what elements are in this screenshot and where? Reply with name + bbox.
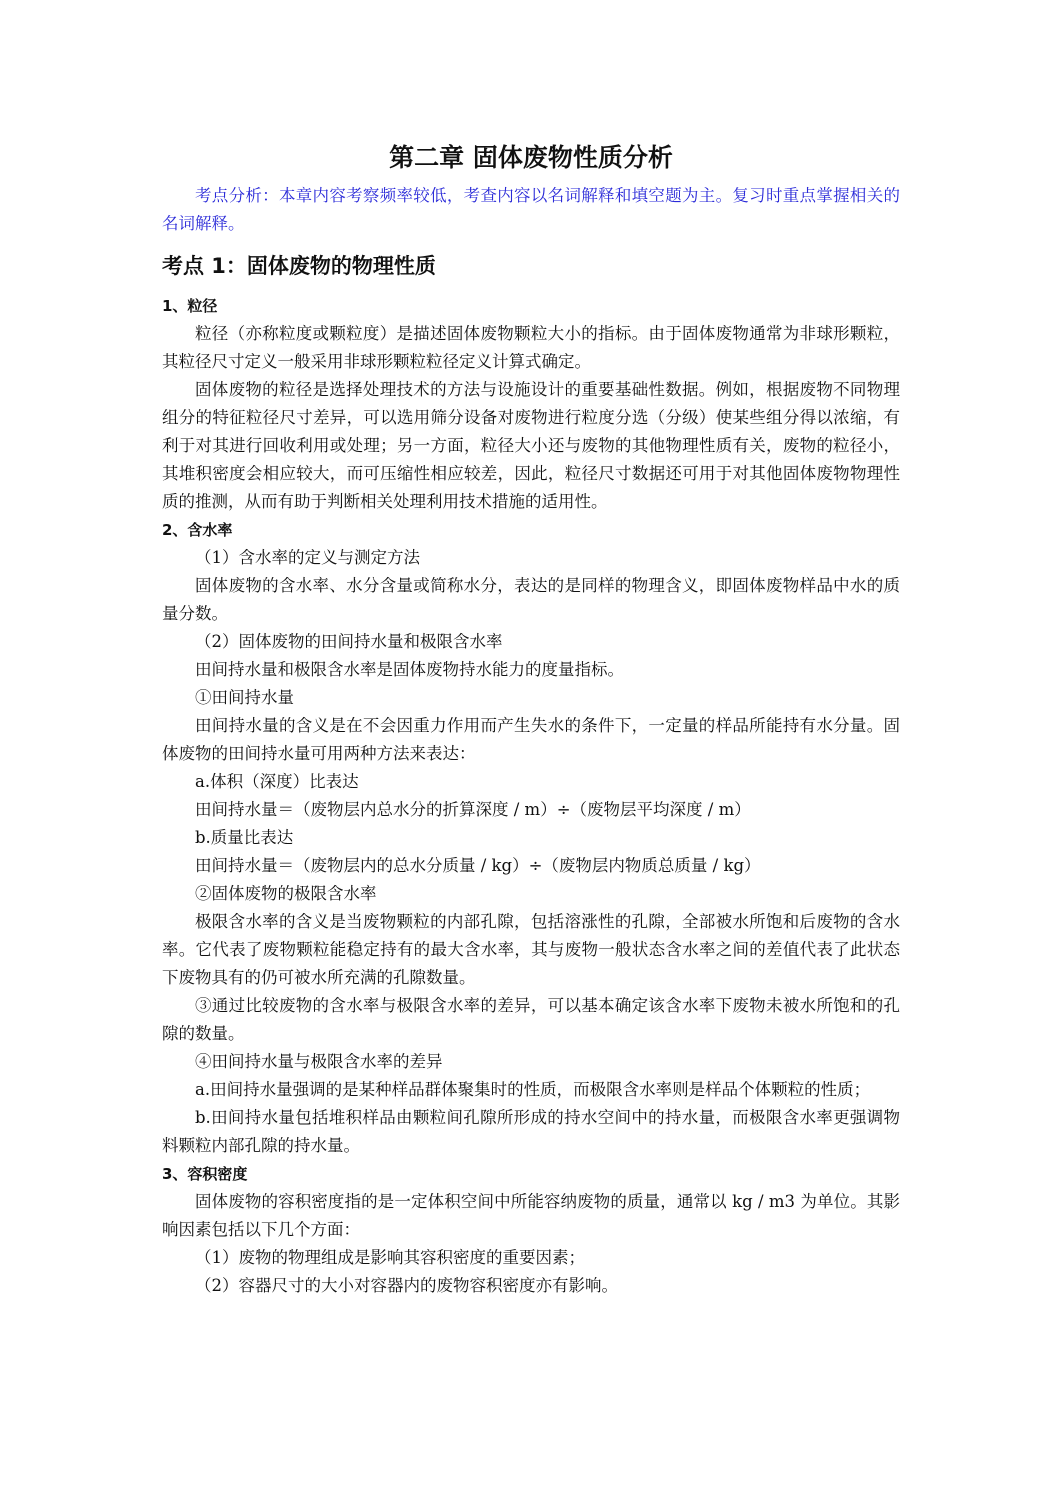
paragraph: 固体废物的粒径是选择处理技术的方法与设施设计的重要基础性数据。例如，根据废物不同物理组分的特征粒径尺寸差异，可以选用筛分设备对废物进行粒度分选（分级）使某些组分得以浓缩，有利于对其进行回收利用或处理；另一方面，粒径大小还与废物的其他物理性质有关，废物的粒径小，其堆积密度会相应较大，而可压缩性相应较差，因此，粒径尺寸数据还可用于对其他固体废物物理性质的推测，从而有助于判断相关处理利用技术措施的适用性。 bbox=[162, 380, 900, 511]
subsection-heading: 1、粒径 bbox=[162, 297, 218, 315]
paragraph: ③通过比较废物的含水率与极限含水率的差异，可以基本确定该含水率下废物未被水所饱和的孔隙的数量。 bbox=[162, 996, 900, 1043]
section-heading: 考点 1：固体废物的物理性质 bbox=[162, 254, 436, 278]
paragraph: （1）含水率的定义与测定方法 bbox=[195, 548, 420, 567]
paragraph: ④田间持水量与极限含水率的差异 bbox=[195, 1052, 443, 1071]
paragraph: a.田间持水量强调的是某种样品群体聚集时的性质，而极限含水率则是样品个体颗粒的性质； bbox=[195, 1080, 871, 1099]
document-body bbox=[162, 138, 900, 1300]
paragraph: ①田间持水量 bbox=[195, 688, 294, 707]
paragraph: 田间持水量的含义是在不会因重力作用而产生失水的条件下，一定量的样品所能持有水分量。固体废物的田间持水量可用两种方法来表达： bbox=[162, 716, 900, 763]
paragraph: 极限含水率的含义是当废物颗粒的内部孔隙，包括溶涨性的孔隙，全部被水所饱和后废物的含水率。它代表了废物颗粒能稳定持有的最大含水率，其与废物一般状态含水率之间的差值代表了此状态下废物具有的仍可被水所充满的孔隙数量。 bbox=[162, 912, 900, 987]
paragraph: ②固体废物的极限含水率 bbox=[195, 884, 377, 903]
paragraph: （2）固体废物的田间持水量和极限含水率 bbox=[195, 632, 503, 651]
subsection-heading: 3、容积密度 bbox=[162, 1165, 248, 1183]
paragraph: a.体积（深度）比表达 bbox=[195, 772, 359, 791]
paragraph: b.质量比表达 bbox=[195, 828, 294, 847]
paragraph: b.田间持水量包括堆积样品由颗粒间孔隙所形成的持水空间中的持水量，而极限含水率更强调物料颗粒内部孔隙的持水量。 bbox=[162, 1108, 900, 1155]
paragraph: 田间持水量＝（废物层内的总水分质量 / kg）÷（废物层内物质总质量 / kg） bbox=[195, 856, 761, 875]
paragraph: （1）废物的物理组成是影响其容积密度的重要因素； bbox=[195, 1248, 585, 1267]
paragraph: 固体废物的含水率、水分含量或简称水分，表达的是同样的物理含义，即固体废物样品中水的质量分数。 bbox=[162, 576, 900, 623]
paragraph: 固体废物的容积密度指的是一定体积空间中所能容纳废物的质量，通常以 kg / m3 为单位。其影响因素包括以下几个方面： bbox=[162, 1192, 900, 1239]
exam-analysis-note: 考点分析：本章内容考察频率较低，考查内容以名词解释和填空题为主。复习时重点掌握相关的名词解释。 bbox=[162, 186, 900, 233]
section-content bbox=[162, 292, 900, 1300]
chapter-title: 第二章 固体废物性质分析 bbox=[389, 143, 673, 172]
paragraph: 粒径（亦称粒度或颗粒度）是描述固体废物颗粒大小的指标。由于固体废物通常为非球形颗粒，其粒径尺寸定义一般采用非球形颗粒粒径定义计算式确定。 bbox=[162, 324, 900, 371]
paragraph: （2）容器尺寸的大小对容器内的废物容积密度亦有影响。 bbox=[195, 1276, 618, 1295]
subsection-heading: 2、含水率 bbox=[162, 521, 233, 539]
paragraph: 田间持水量＝（废物层内总水分的折算深度 / m）÷（废物层平均深度 / m） bbox=[195, 800, 751, 819]
paragraph: 田间持水量和极限含水率是固体废物持水能力的度量指标。 bbox=[195, 660, 624, 679]
